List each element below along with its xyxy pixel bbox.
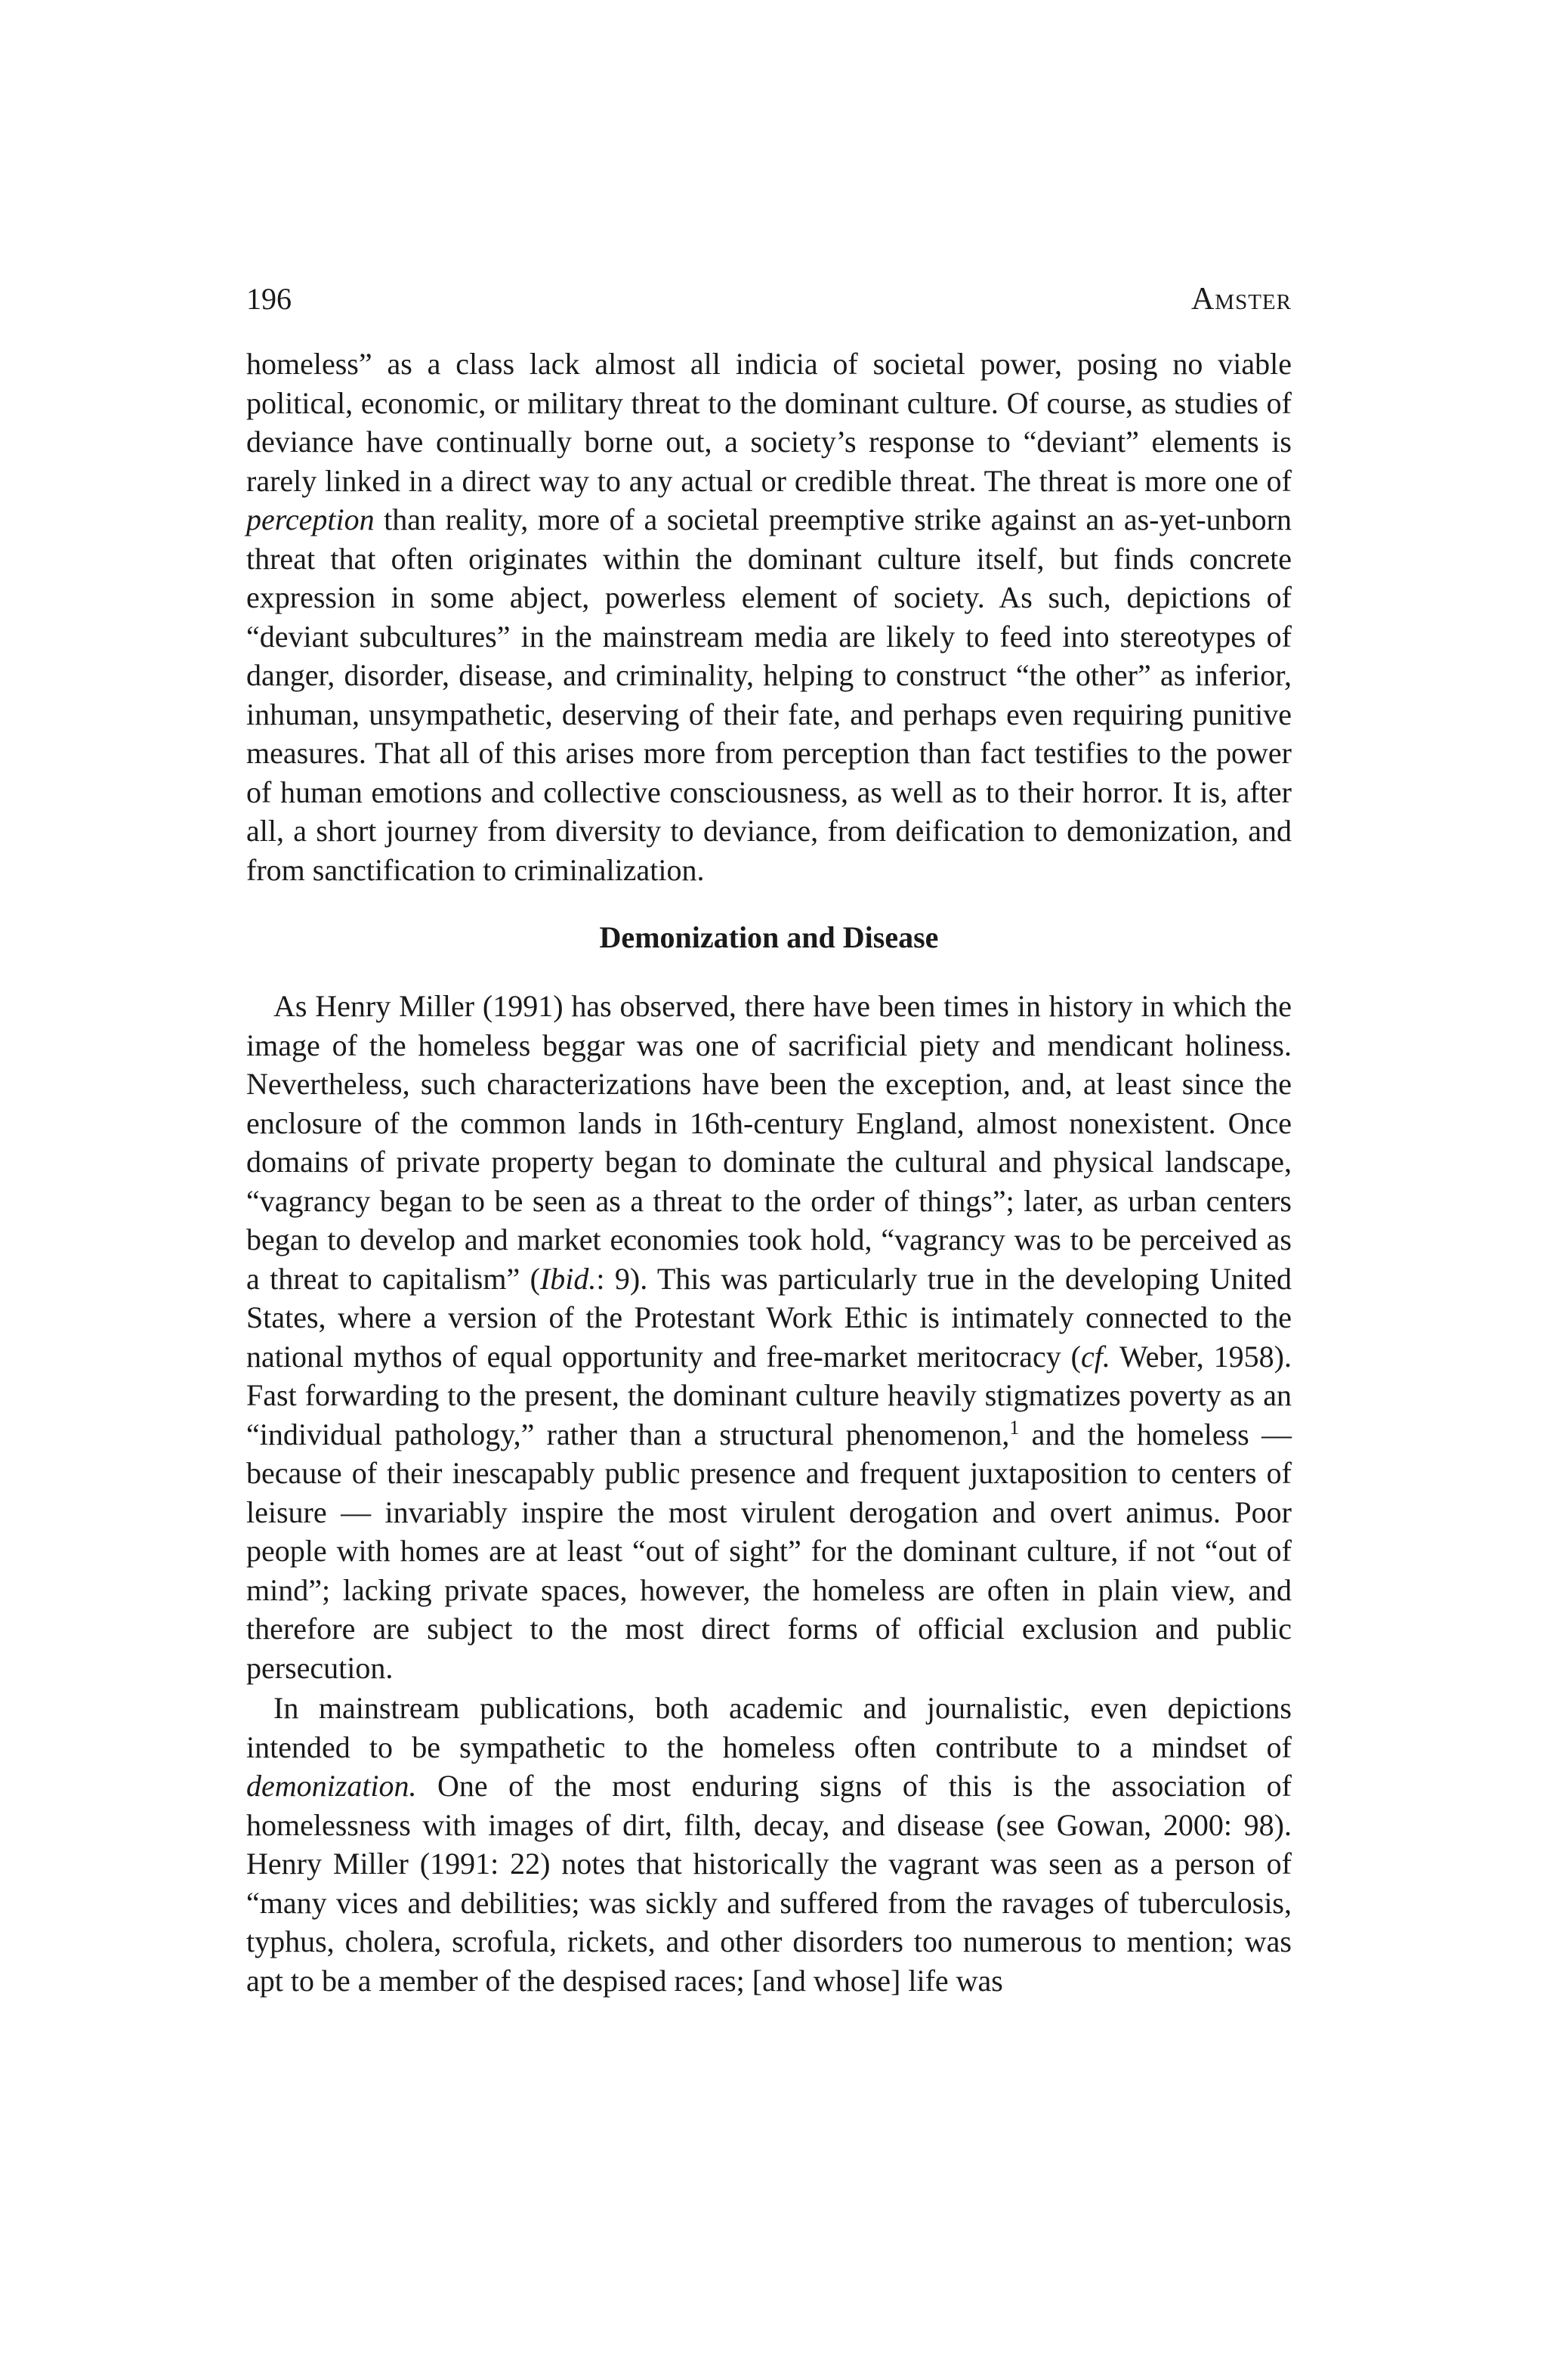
paragraph-1-text: homeless” as a class lack almost all indicia of societal power, posing no viable political, economic, or military threat to the dominant culture. Of course, as studies of deviance have continually borne out, a society’s response to “deviant” elements is rarely linked in a direct way to any actual or credible threat. The threat is more one of (246, 347, 1292, 498)
page-number: 196 (246, 282, 292, 316)
document-page (246, 281, 1292, 2000)
paragraph-3-text-continued: One of the most enduring signs of this is the association of homelessness with images of dirt, filth, decay, and disease (see Gowan, 2000: 98). Henry Miller (1991: 22) notes that historically the vagrant was seen as a person of “many vices and debilities; was sickly and suffered from the ravages of tuberculosis, typhus, cholera, scrofula, rickets, and other disorders too numerous to mention; was apt to be a member of the despised races; [and whose] life was (246, 1769, 1292, 1998)
paragraph-2 (246, 987, 1292, 1687)
paragraph-2-text-continued-3: and the homeless — because of their inescapably public presence and frequent juxtaposition to centers of leisure — invariably inspire the most virulent derogation and overt animus. Poor people with homes are at least “out of sight” for the dominant culture, if not “out of mind”; lacking private spaces, however, the homeless are often in plain view, and therefore are subject to the most direct forms of official exclusion and public persecution. (246, 1417, 1292, 1685)
paragraph-1-emphasis: perception (246, 502, 375, 536)
paragraph-2-text-continued-2: Weber, 1958). Fast forwarding to the present, the dominant culture heavily stigmatizes poverty as an “individual pathology,” rather than a structural phenomenon, (246, 1339, 1292, 1451)
paragraph-1 (246, 345, 1292, 889)
paragraph-3-text: In mainstream publications, both academic and journalistic, even depictions intended to be sympathetic to the homeless often contribute to a mindset of (246, 1691, 1292, 1764)
footnote-marker: 1 (1009, 1416, 1020, 1439)
running-head (246, 281, 1292, 317)
running-head-author: Amster (1190, 282, 1292, 317)
paragraph-2-text-continued: : 9). This was particularly true in the developing United States, where a version of the Protestant Work Ethic is intimately connected to the national mythos of equal opportunity and free-market meritocracy ( (246, 1261, 1292, 1374)
paragraph-3 (246, 1689, 1292, 2000)
paragraph-1-text-continued: than reality, more of a societal preemptive strike against an as-yet-unborn threat that often originates within the dominant culture itself, but finds concrete expression in some abject, powerless element of society. As such, depictions of “deviant subcultures” in the mainstream media are likely to feed into stereotypes of danger, disorder, disease, and criminality, helping to construct “the other” as inferior, inhuman, unsympathetic, deserving of their fate, and perhaps even requiring punitive measures. That all of this arises more from perception than fact testifies to the power of human emotions and collective consciousness, as well as to their horror. It is, after all, a short journey from diversity to deviance, from deification to demonization, and from sanctification to criminalization. (246, 502, 1292, 887)
paragraph-2-emphasis-cf: cf. (1080, 1339, 1110, 1374)
body-text (246, 345, 1292, 2000)
paragraph-2-emphasis-ibid: Ibid. (539, 1261, 597, 1296)
section-heading: Demonization and Disease (599, 920, 939, 954)
paragraph-2-text: As Henry Miller (1991) has observed, there have been times in history in which the image of the homeless beggar was one of sacrificial piety and mendicant holiness. Nevertheless, such characterizations have been the exception, and, at least since the enclosure of the common lands in 16th-century England, almost nonexistent. Once domains of private property began to dominate the cultural and physical landscape, “vagrancy began to be seen as a threat to the order of things”; later, as urban centers began to develop and market economies took hold, “vagrancy was to be perceived as a threat to capitalism” ( (246, 989, 1292, 1296)
paragraph-3-emphasis: demonization. (246, 1769, 417, 1803)
